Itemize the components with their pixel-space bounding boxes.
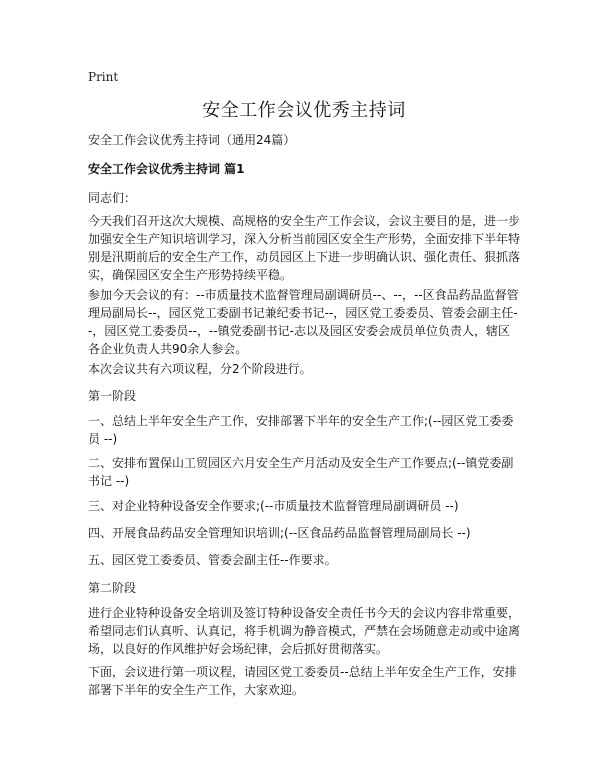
document-title: 安全工作会议优秀主持词 bbox=[202, 100, 406, 121]
paragraph-agenda: 本次会议共有六项议程，分2个阶段进行。 bbox=[88, 362, 312, 376]
agenda-item-1: 一、总结上半年安全生产工作，安排部署下半年的安全生产工作;(--园区党工委委员 --) bbox=[88, 414, 514, 446]
agenda-item-2: 二、安排布置保山工贸园区六月安全生产月活动及安全生产工作要点;(--镇党委副书记 --) bbox=[88, 456, 514, 488]
paragraph-intro: 今天我们召开这次大规模、高规格的安全生产工作会议，会议主要目的是，进一步加强安全生产知识培训学习，深入分析当前园区安全生产形势，全面安排下半年特别是汛期前后的安全生产工作，动员园区上下进一步明确认识、强化责任、狠抓落实，确保园区安全生产形势持续平稳。 bbox=[88, 214, 521, 282]
print-link[interactable]: Print bbox=[88, 70, 119, 84]
greeting: 同志们： bbox=[88, 191, 137, 205]
section-heading: 安全工作会议优秀主持词 篇1 bbox=[88, 162, 245, 176]
stage-one-heading: 第一阶段 bbox=[88, 389, 137, 403]
agenda-item-4: 四、开展食品药品安全管理知识培训;(--区食品药品监督管理局副局长 --) bbox=[88, 526, 471, 540]
paragraph-first-item: 下面，会议进行第一项议程，请园区党工委委员--总结上半年安全生产工作，安排部署下半年的安全生产工作，大家欢迎。 bbox=[88, 665, 517, 697]
paragraph-attendees: 参加今天会议的有：--市质量技术监督管理局副调研员--、--，--区食品药品监督管理局副局长--，园区党工委副书记兼纪委书记--，园区党工委委员、管委会副主任--，园区党工委委员--，--镇党委副书记-志以及园区安委会成员单位负责人，辖区各企业负责人共90余人参会。 bbox=[88, 288, 519, 356]
agenda-item-5: 五、园区党工委委员、管委会副主任--作要求。 bbox=[88, 553, 337, 567]
document-subtitle: 安全工作会议优秀主持词（通用24篇） bbox=[88, 133, 296, 147]
stage-two-heading: 第二阶段 bbox=[88, 581, 137, 595]
paragraph-discipline: 进行企业特种设备安全培训及签订特种设备安全责任书今天的会议内容非常重要，希望同志们认真听、认真记，将手机调为静音模式，严禁在会场随意走动或中途离场，以良好的作风维护好会场纪律，会后抓好贯彻落实。 bbox=[88, 606, 521, 656]
agenda-item-3: 三、对企业特种设备安全作要求;(--市质量技术监督管理局副调研员 --) bbox=[88, 499, 459, 513]
